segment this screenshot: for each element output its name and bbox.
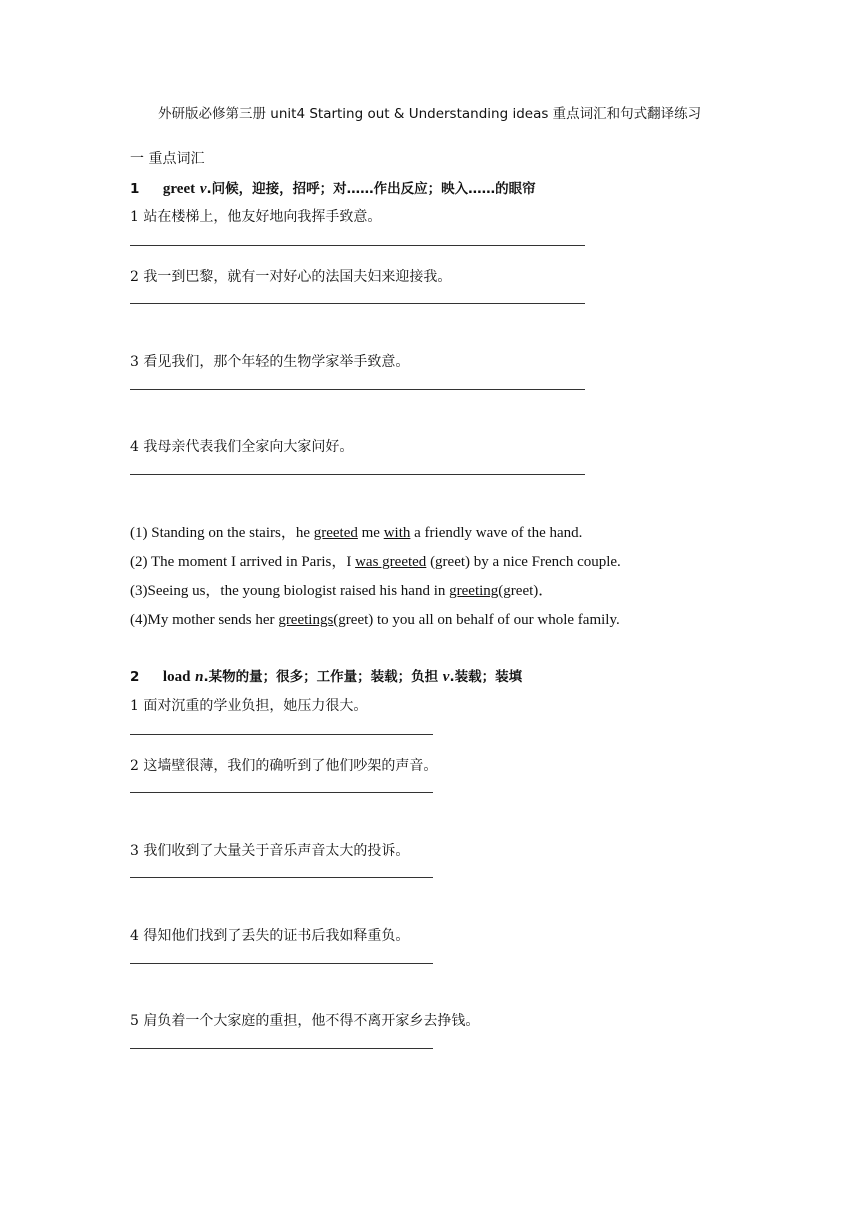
vocab-entry-greet [130,182,536,197]
vocab-meaning: .问候，迎接，招呼；对……作出反应；映入……的眼帘 [206,181,536,197]
exercise-sentence: 4 我母亲代表我们全家向大家问好。 [130,439,354,455]
answer-blank[interactable] [130,963,433,964]
answer-text: a friendly wave of the hand. [410,525,583,541]
answer-text: (greet) by a nice French couple. [426,554,621,570]
answer-text: (greet)． [498,583,554,599]
section-heading: 一 重点词汇 [130,151,205,167]
answer-text: (3)Seeing us，the young biologist raised his hand in [130,583,450,599]
answer-underlined: was greeted [355,554,427,570]
answer-blank[interactable] [130,245,585,246]
vocab-headword: load [162,669,191,685]
answer-text: (2) The moment I arrived in Paris，I [130,554,356,570]
exercise-sentence: 2 我一到巴黎，就有一对好心的法国夫妇来迎接我。 [130,269,452,285]
answer-blank[interactable] [130,389,585,390]
answer-blank[interactable] [130,734,433,735]
answer-blank[interactable] [130,792,433,793]
answer-line [130,555,621,570]
part-of-speech: n [195,669,204,685]
vocab-entry-load [130,670,522,685]
exercise-sentence: 3 我们收到了大量关于音乐声音太大的投诉。 [130,843,410,859]
exercise-sentence: 3 看见我们，那个年轻的生物学家举手致意。 [130,354,410,370]
answer-blank[interactable] [130,474,585,475]
answer-blank[interactable] [130,1048,433,1049]
answer-line [130,584,553,599]
vocab-number: 2 [130,669,140,685]
exercise-sentence: 2 这墙壁很薄，我们的确听到了他们吵架的声音。 [130,758,438,774]
page-title: 外研版必修第三册 unit4 Starting out & Understanding ideas 重点词汇和句式翻译练习 [158,106,702,122]
vocab-meaning: .装载；装填 [449,669,523,685]
answer-underlined: greetings [278,612,334,628]
exercise-sentence: 5 肩负着一个大家庭的重担，他不得不离开家乡去挣钱。 [130,1013,480,1029]
answer-text: me [357,525,384,541]
exercise-sentence: 4 得知他们找到了丢失的证书后我如释重负。 [130,928,410,944]
answer-text: (4)My mother sends her [130,612,279,628]
vocab-headword: greet [162,181,196,197]
answer-underlined: greeting [449,583,499,599]
exercise-sentence: 1 面对沉重的学业负担，她压力很大。 [130,698,368,714]
answer-text: (greet) to you all on behalf of our whole family. [333,612,620,628]
vocab-number: 1 [130,181,140,197]
exercise-sentence: 1 站在楼梯上，他友好地向我挥手致意。 [130,209,382,225]
part-of-speech: v [442,669,450,685]
answer-underlined: with [383,525,411,541]
answer-underlined: greeted [313,525,358,541]
answer-line [130,526,582,541]
part-of-speech: v [199,181,207,197]
answer-blank[interactable] [130,877,433,878]
answer-blank[interactable] [130,303,585,304]
answer-line [130,613,620,628]
vocab-meaning: .某物的量；很多；工作量；装载；负担 [203,669,443,685]
answer-text: (1) Standing on the stairs，he [130,525,314,541]
